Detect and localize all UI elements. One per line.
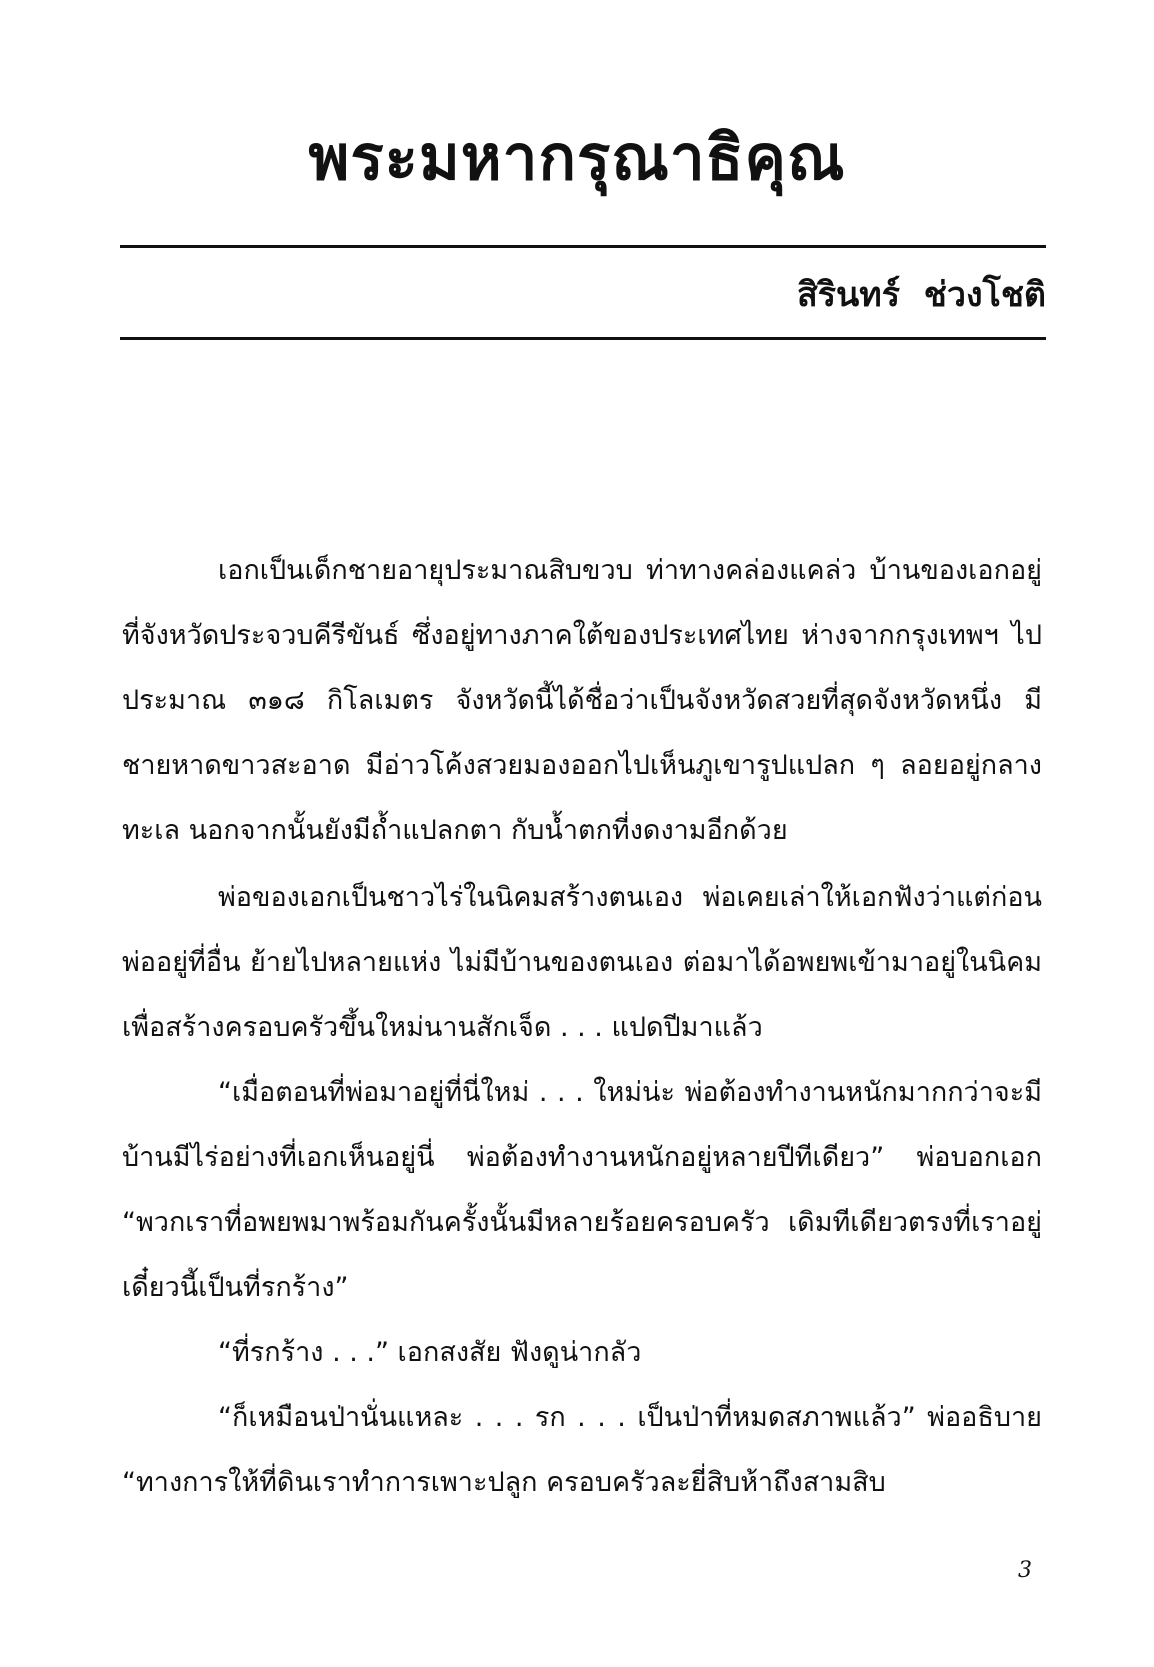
paragraph-2: พ่อของเอกเป็นชาวไร่ในนิคมสร้างตนเอง พ่อเคยเล่าให้เอกฟังว่าแต่ก่อนพ่ออยู่ที่อื่น ย้ายไปหลายแห่ง ไม่มีบ้านของตนเอง ต่อมาได้อพยพเข้ามาอยู่ในนิคมเพื่อสร้างครอบครัวขึ้นใหม่นานสักเจ็ด . . . แปดปีมาแล้ว <box>122 882 1042 1043</box>
paragraph-3: “เมื่อตอนที่พ่อมาอยู่ที่นี่ใหม่ . . . ใหม่น่ะ พ่อต้องทำงานหนักมากกว่าจะมีบ้านมีไร่อย่างที่เอกเห็นอยู่นี่ พ่อต้องทำงานหนักอยู่หลายปีทีเดียว” พ่อบอกเอก “พวกเราที่อพยพมาพร้อมกันครั้งนั้นมีหลายร้อยครอบครัว เดิมทีเดียวตรงที่เราอยู่เดี๋ยวนี้เป็นที่รกร้าง” <box>122 1077 1042 1303</box>
author-name: สิรินทร์ ช่วงโชติ <box>797 275 1046 315</box>
paragraph-4: “ที่รกร้าง . . .” เอกสงสัย ฟังดูน่ากลัว <box>218 1337 642 1368</box>
page-number: 3 <box>1018 1558 1032 1583</box>
page-title: พระมหากรุณาธิคุณ <box>308 121 846 194</box>
bottom-divider <box>120 337 1046 340</box>
paragraph-1: เอกเป็นเด็กชายอายุประมาณสิบขวบ ท่าทางคล่องแคล่ว บ้านของเอกอยู่ที่จังหวัดประจวบคีรีขันธ์ ซึ่งอยู่ทางภาคใต้ของประเทศไทย ห่างจากกรุงเทพฯ ไปประมาณ ๓๑๘ กิโลเมตร จังหวัดนี้ได้ชื่อว่าเป็นจังหวัดสวยที่สุดจังหวัดหนึ่ง มีชายหาดขาวสะอาด มีอ่าวโค้งสวยมองออกไปเห็นภูเขารูปแปลก ๆ ลอยอยู่กลางทะเล นอกจากนั้นยังมีถ้ำแปลกตา กับน้ำตกที่งดงามอีกด้วย <box>122 555 1042 846</box>
top-divider <box>120 245 1046 248</box>
body-text <box>122 538 1042 1515</box>
paragraph-5: “ก็เหมือนป่านั่นแหละ . . . รก . . . เป็นป่าที่หมดสภาพแล้ว” พ่ออธิบาย “ทางการให้ที่ดินเราทำการเพาะปลูก ครอบครัวละยี่สิบห้าถึงสามสิบ <box>122 1402 1042 1498</box>
